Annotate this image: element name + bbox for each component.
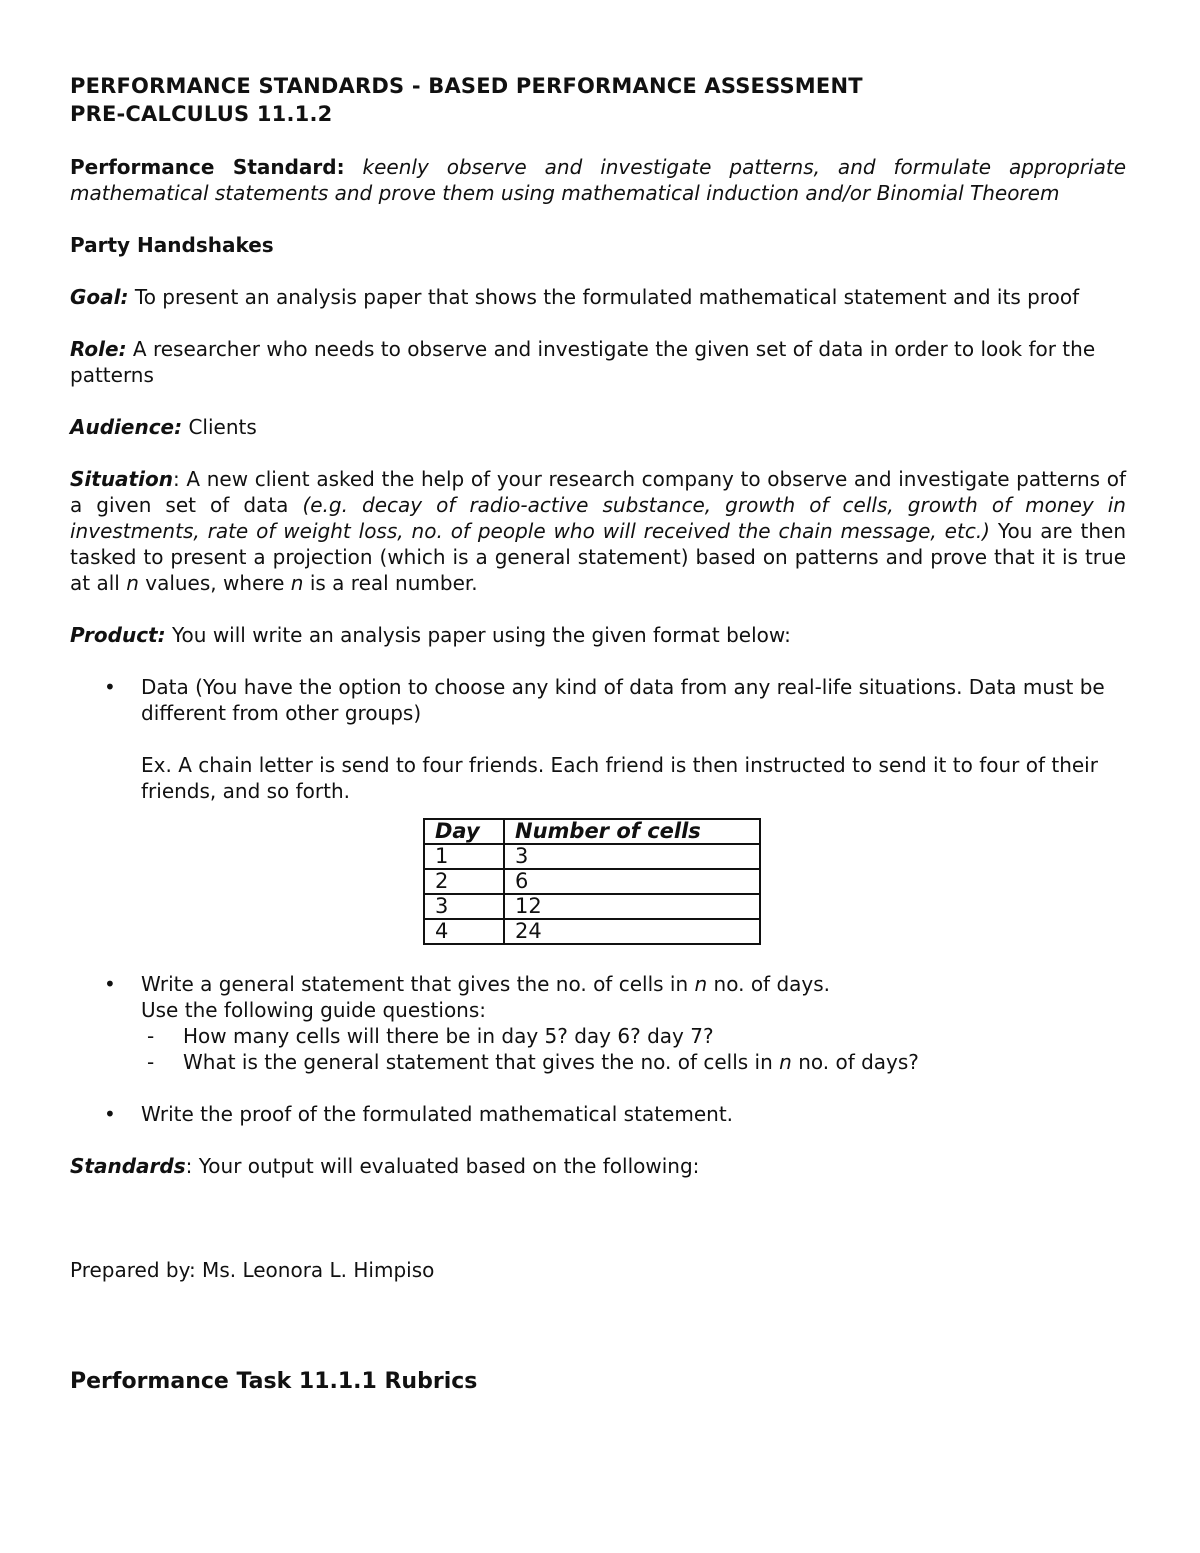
example-text: Ex. A chain letter is send to four friends. Each friend is then instructed to send it to four of their friends, and so forth. bbox=[141, 753, 1098, 803]
table-header-row bbox=[424, 819, 760, 844]
role-text: A researcher who needs to observe and investigate the given set of data in order to look for the patterns bbox=[70, 337, 1096, 387]
table-row bbox=[424, 844, 760, 869]
situation-var-n-1: n bbox=[126, 571, 139, 595]
situation-text-4: is a real number. bbox=[309, 571, 478, 595]
standards-text: Your output will evaluated based on the following: bbox=[198, 1154, 700, 1178]
table-cell-cells: 3 bbox=[504, 844, 760, 869]
table-header-day: Day bbox=[424, 819, 504, 844]
audience-label: Audience: bbox=[70, 415, 183, 439]
table-row bbox=[424, 919, 760, 944]
list-item bbox=[141, 1023, 1126, 1049]
audience-paragraph bbox=[70, 414, 1126, 440]
table-cell-day: 3 bbox=[424, 894, 504, 919]
standards-colon: : bbox=[185, 1154, 193, 1178]
task-title: Party Handshakes bbox=[70, 233, 274, 257]
general-statement-text-a: Write a general statement that gives the no. of cells in bbox=[141, 972, 689, 996]
situation-text-3: values, where bbox=[145, 571, 285, 595]
guide-question-2-var-n: n bbox=[779, 1050, 792, 1074]
general-statement-text-b: no. of days. bbox=[713, 972, 831, 996]
guide-question-1: How many cells will there be in day 5? day 6? day 7? bbox=[183, 1024, 714, 1048]
situation-var-n-2: n bbox=[290, 571, 304, 595]
list-item-proof bbox=[70, 1101, 1126, 1127]
table-cell-cells: 6 bbox=[504, 869, 760, 894]
table-cell-day: 1 bbox=[424, 844, 504, 869]
guide-question-2-b: no. of days? bbox=[798, 1050, 919, 1074]
guide-questions-list bbox=[141, 1023, 1126, 1075]
guide-questions-intro: Use the following guide questions: bbox=[141, 998, 487, 1022]
situation-text-2: You are then tasked to present a projection (which is a general statement) based on patterns and prove that it is true at all bbox=[70, 519, 1126, 595]
goal-paragraph bbox=[70, 284, 1126, 310]
prepared-by: Prepared by: Ms. Leonora L. Himpiso bbox=[70, 1258, 435, 1282]
document-page bbox=[70, 72, 1126, 1395]
standards-label: Standards bbox=[70, 1154, 186, 1178]
performance-standard bbox=[70, 154, 1126, 206]
table-cell-day: 4 bbox=[424, 919, 504, 944]
performance-standard-label: Performance Standard: bbox=[70, 155, 345, 179]
table-cell-cells: 12 bbox=[504, 894, 760, 919]
standards-paragraph bbox=[70, 1153, 1126, 1179]
document-title-line1: PERFORMANCE STANDARDS - BASED PERFORMANCE ASSESSMENT bbox=[70, 74, 863, 98]
document-title-line2: PRE-CALCULUS 11.1.2 bbox=[70, 102, 333, 126]
situation-examples: (e.g. decay of radio-active substance, growth of cells, growth of money in investments, rate of weight loss, no. of people who will received the chain message, etc.) bbox=[70, 493, 1126, 543]
list-item bbox=[141, 1049, 1126, 1075]
table-row bbox=[424, 869, 760, 894]
data-bullet-text: Data (You have the option to choose any kind of data from any real-life situations. Data must be different from other groups) bbox=[141, 675, 1105, 725]
role-paragraph bbox=[70, 336, 1126, 388]
table-cell-day: 2 bbox=[424, 869, 504, 894]
proof-text: Write the proof of the formulated mathematical statement. bbox=[141, 1102, 734, 1126]
goal-label: Goal: bbox=[70, 285, 129, 309]
audience-text: Clients bbox=[188, 415, 257, 439]
list-item-general-statement bbox=[70, 971, 1126, 1101]
role-label: Role: bbox=[70, 337, 127, 361]
table-cell-cells: 24 bbox=[504, 919, 760, 944]
product-paragraph bbox=[70, 622, 1126, 648]
cells-table bbox=[423, 818, 761, 945]
general-statement-var-n: n bbox=[694, 972, 708, 996]
product-label: Product: bbox=[70, 623, 166, 647]
performance-standard-text: keenly observe and investigate patterns, and formulate appropriate mathematical statements and prove them using mathematical induction and/or Binomial Theorem bbox=[70, 155, 1126, 205]
situation-paragraph bbox=[70, 466, 1126, 596]
product-text: You will write an analysis paper using the given format below: bbox=[171, 623, 791, 647]
situation-label: Situation bbox=[70, 467, 173, 491]
table-header-cells: Number of cells bbox=[504, 819, 760, 844]
table-row bbox=[424, 894, 760, 919]
goal-text: To present an analysis paper that shows the formulated mathematical statement and its proof bbox=[134, 285, 1080, 309]
guide-question-2-a: What is the general statement that gives the no. of cells in bbox=[183, 1050, 773, 1074]
format-list bbox=[70, 674, 1126, 1127]
situation-text-1: A new client asked the help of your research company to observe and investigate patterns of a given set of data bbox=[70, 467, 1127, 517]
situation-colon: : bbox=[172, 467, 180, 491]
rubrics-title: Performance Task 11.1.1 Rubrics bbox=[70, 1369, 478, 1394]
list-item-data bbox=[70, 674, 1126, 971]
